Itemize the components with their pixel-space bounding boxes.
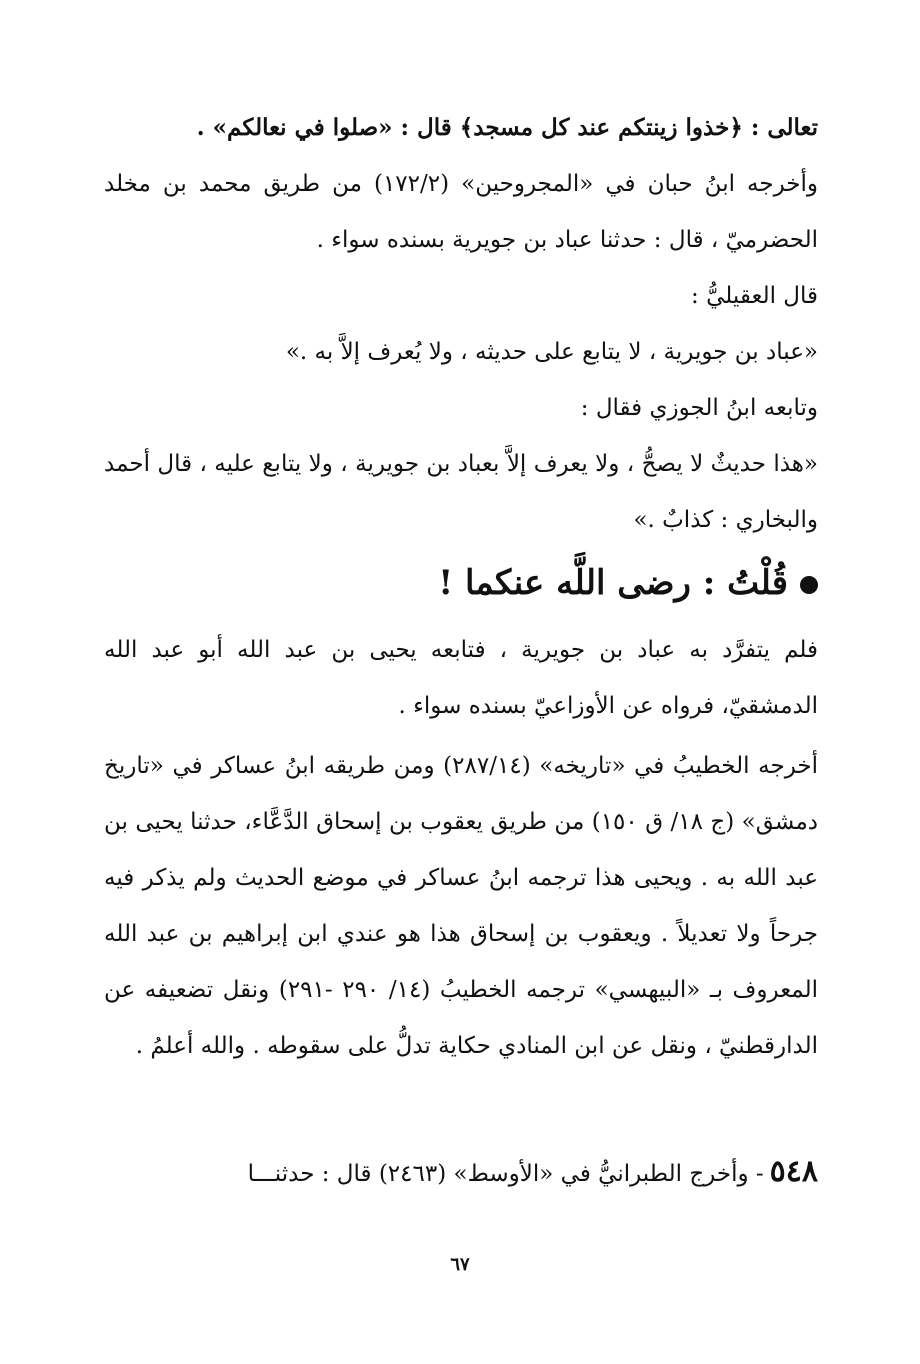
- book-page: [104, 100, 818, 1350]
- verse-line: تعالى : ﴿خذوا زينتكم عند كل مسجد﴾ قال : «صلوا في نعالكم» .: [196, 114, 818, 141]
- hadith-text: - وأخرج الطبرانيُّ في «الأوسط» (٢٤٦٣) قال : حدثنـــا: [247, 1161, 764, 1187]
- hadith-number: ٥٤٨: [769, 1154, 818, 1189]
- paragraph-ibn-hibban: وأخرجه ابنُ حبان في «المجروحين» (١٧٢/٢) من طريق محمد بن مخلد الحضرميّ ، قال : حدثنا عباد بن جويرية بسنده سواء .: [104, 171, 818, 253]
- paragraph-mutaba: فلم يتفرَّد به عباد بن جويرية ، فتابعه يحيى بن عبد الله أبو عبد الله الدمشقيّ، فرواه عن الأوزاعيّ بسنده سواء .: [104, 637, 818, 719]
- quote-ibn-jawzi: «هذا حديثٌ لا يصحُّ ، ولا يعرف إلاَّ بعباد بن جويرية ، ولا يتابع عليه ، قال أحمد والبخاري : كذابٌ .»: [104, 451, 818, 533]
- bullet-icon: [800, 576, 818, 594]
- paragraph-khatib: أخرجه الخطيبُ في «تاريخه» (٢٨٧/١٤) ومن طريقه ابنُ عساكر في «تاريخ دمشق» (ج ١٨/ ق ١٥٠) من طريق يعقوب بن إسحاق الدَّعَّاء، حدثنا يحيى بن عبد الله به . ويحيى هذا ترجمه ابنُ عساكر في موضع الحديث ولم يذكر فيه جرحاً ولا تعديلاً . ويعقوب بن إسحاق هذا هو عندي ابن إبراهيم بن عبد الله المعروف بـ «البيهسي» ترجمه الخطيبُ (١٤/ ٢٩٠ -٢٩١) ونقل تضعيفه عن الدارقطنيّ ، ونقل عن ابن المنادي حكاية تدلُّ على سقوطه . والله أعلمُ .: [104, 753, 819, 1059]
- paragraph-ibn-jawzi-intro: وتابعه ابنُ الجوزي فقال :: [580, 395, 818, 421]
- quote-uqaili: «عباد بن جويرية ، لا يتابع على حديثه ، ولا يُعرف إلاَّ به .»: [285, 339, 818, 365]
- section-heading: [104, 548, 818, 618]
- hadith-entry: [104, 1144, 818, 1202]
- paragraph-uqaili-intro: قال العقيليُّ :: [691, 283, 818, 309]
- heading-text: قُلْتُ : رضى اللَّه عنكما !: [438, 563, 788, 603]
- page-number: ٦٧: [450, 1254, 470, 1275]
